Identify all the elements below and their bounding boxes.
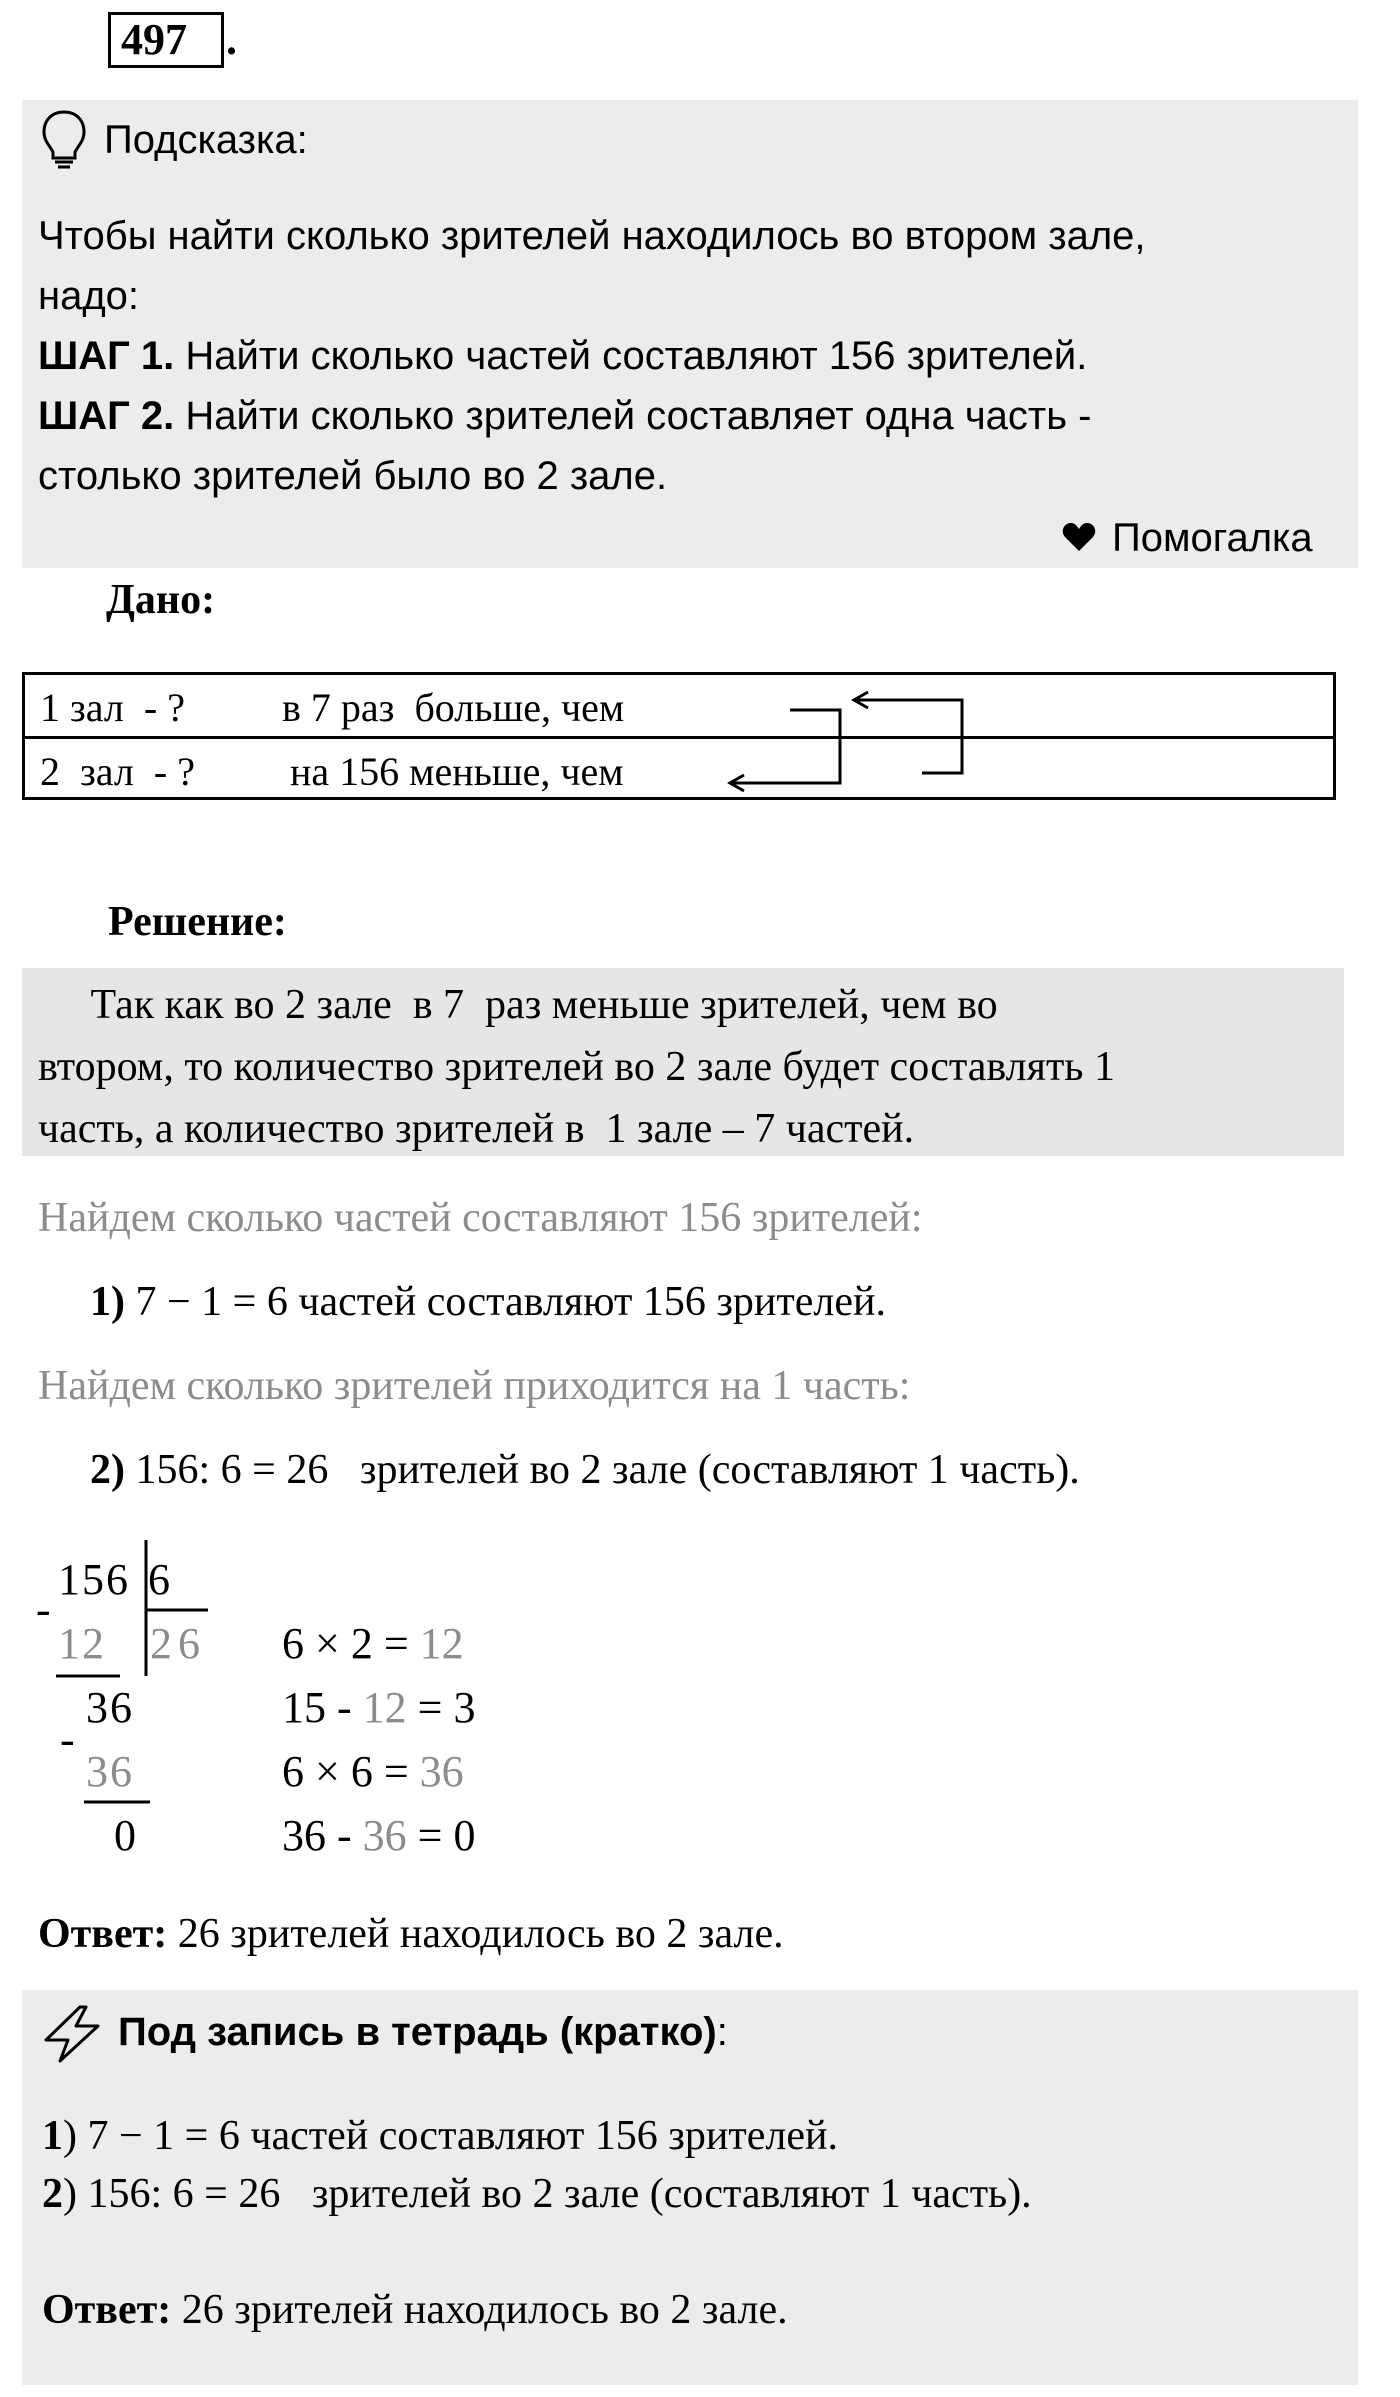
given-row2-right: на 156 меньше, чем (290, 749, 624, 794)
find-parts-caption: Найдем сколько частей составляют 156 зрителей: (38, 1195, 923, 1241)
solution-line-3: часть, а количество зрителей в 1 зале – 7 частей. (38, 1106, 915, 1152)
lightbulb-icon (38, 108, 90, 170)
task-number: 497 (108, 12, 224, 68)
given-title: Дано: (106, 577, 216, 623)
comparison-arrows (720, 680, 980, 800)
division-remainder-2: 0 (114, 1811, 136, 1860)
given-row1-left: 1 зал - ? (40, 685, 185, 730)
solution-step-2: 2) 156: 6 = 26 зрителей во 2 зале (составляют 1 часть). (90, 1447, 1080, 1493)
given-row1-right: в 7 раз больше, чем (282, 685, 625, 730)
hint-line-2: надо: (38, 274, 140, 318)
heart-icon (1062, 522, 1096, 552)
hint-step-2: ШАГ 2. Найти сколько зрителей составляет одна часть - (38, 394, 1092, 438)
notebook-title: Под запись в тетрадь (кратко): (118, 2010, 728, 2054)
division-remainder-1: 36 (86, 1683, 134, 1732)
division-divisor: 6 (148, 1555, 170, 1604)
hint-line-1: Чтобы найти сколько зрителей находилось во втором зале, (38, 214, 1146, 258)
division-dividend: 156 (58, 1555, 130, 1604)
given-row-divider (22, 736, 1336, 739)
check-line-4: 36 - 36 = 0 (282, 1811, 476, 1860)
division-subtrahend-1: 12 (58, 1619, 106, 1668)
task-number-dot: . (226, 15, 237, 64)
division-bracket (50, 1540, 220, 1840)
brand-label: Помогалка (1112, 516, 1313, 560)
check-line-3: 6 × 6 = 36 (282, 1747, 464, 1796)
division-quotient: 26 (150, 1619, 206, 1668)
check-line-2: 15 - 12 = 3 (282, 1683, 476, 1732)
find-per-part-caption: Найдем сколько зрителей приходится на 1 часть: (38, 1363, 911, 1409)
solution-line-1: Так как во 2 зале в 7 раз меньше зрителей, чем во (38, 982, 998, 1028)
hint-title: Подсказка: (104, 118, 308, 162)
division-minus-1: - (36, 1585, 51, 1634)
notebook-line-2: 2) 156: 6 = 26 зрителей во 2 зале (составляют 1 часть). (42, 2171, 1032, 2217)
given-row2-left: 2 зал - ? (40, 749, 195, 794)
solution-step-1: 1) 7 − 1 = 6 частей составляют 156 зрителей. (90, 1279, 886, 1325)
division-minus-2: - (60, 1715, 75, 1764)
hint-line-5: столько зрителей было во 2 зале. (38, 454, 668, 498)
check-line-1: 6 × 2 = 12 (282, 1619, 464, 1668)
solution-title: Решение: (108, 899, 287, 945)
notebook-answer: Ответ: 26 зрителей находилось во 2 зале. (42, 2287, 788, 2333)
hint-step-1: ШАГ 1. Найти сколько частей составляют 156 зрителей. (38, 334, 1088, 378)
answer-line: Ответ: 26 зрителей находилось во 2 зале. (38, 1911, 784, 1957)
solution-line-2: втором, то количество зрителей во 2 зале будет составлять 1 (38, 1044, 1115, 1090)
division-subtrahend-2: 36 (86, 1747, 134, 1796)
notebook-line-1: 1) 7 − 1 = 6 частей составляют 156 зрителей. (42, 2113, 838, 2159)
lightning-icon (40, 2004, 106, 2064)
